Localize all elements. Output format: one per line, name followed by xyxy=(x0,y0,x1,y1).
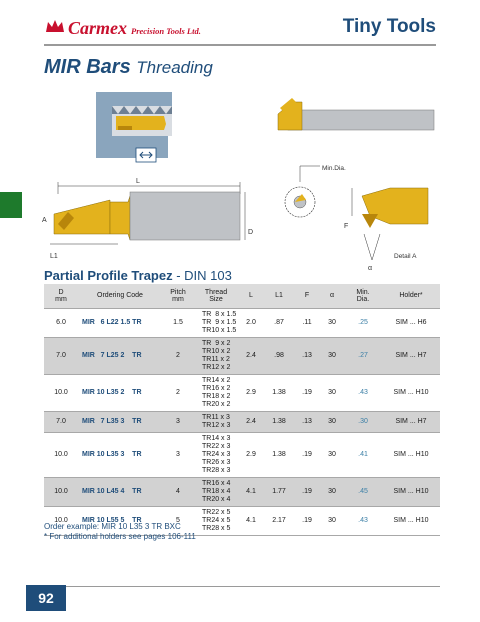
dim-label-alpha: α xyxy=(368,265,373,272)
cell-pitch: 3 xyxy=(162,432,194,477)
cell-thread-size: TR 8 x 1.5 TR 9 x 1.5 TR10 x 1.5 xyxy=(194,308,238,337)
cell-l1: 1.38 xyxy=(264,411,294,432)
dim-label-l1: L1 xyxy=(50,253,58,260)
section-tab-marker xyxy=(0,192,22,218)
col-header-code: Ordering Code xyxy=(78,284,162,308)
table-header-row xyxy=(44,284,440,308)
cell-alpha: 30 xyxy=(320,477,344,506)
workpiece-illustration xyxy=(96,92,172,162)
cell-alpha: 30 xyxy=(320,308,344,337)
cell-ordering-code: MIR 10 L35 2 TR xyxy=(78,374,162,411)
cell-holder: SIM ... H10 xyxy=(382,506,440,535)
cell-min-dia: .43 xyxy=(344,506,382,535)
cell-thread-size: TR14 x 3 TR22 x 3 TR24 x 3 TR26 x 3 TR28 x 3 xyxy=(194,432,238,477)
cell-thread-size: TR14 x 2 TR16 x 2 TR18 x 2 TR20 x 2 xyxy=(194,374,238,411)
cell-thread-size: TR11 x 3 TR12 x 3 xyxy=(194,411,238,432)
cell-alpha: 30 xyxy=(320,337,344,374)
cell-l: 2.0 xyxy=(238,308,264,337)
col-header-thread: Thread Size xyxy=(194,284,238,308)
cell-l1: 1.77 xyxy=(264,477,294,506)
cell-l: 2.4 xyxy=(238,337,264,374)
cell-alpha: 30 xyxy=(320,411,344,432)
holders-note: * For additional holders see pages 106-111 xyxy=(44,532,196,541)
cell-l: 2.9 xyxy=(238,374,264,411)
dim-label-l: L xyxy=(136,178,140,185)
footer-divider xyxy=(66,586,440,587)
cell-f: .11 xyxy=(294,308,320,337)
page-number: 92 xyxy=(26,585,66,611)
cell-d: 10.0 xyxy=(44,432,78,477)
cell-l: 4.1 xyxy=(238,477,264,506)
cell-ordering-code: MIR 7 L25 2 TR xyxy=(78,337,162,374)
dim-label-min-dia: Min.Dia. xyxy=(322,165,346,172)
order-example: Order example: MIR 10 L35 3 TR BXC xyxy=(44,522,181,531)
cell-d: 7.0 xyxy=(44,337,78,374)
brand-subtitle: Precision Tools Ltd. xyxy=(131,26,201,36)
cell-f: .19 xyxy=(294,374,320,411)
cell-min-dia: .25 xyxy=(344,308,382,337)
cell-ordering-code: MIR 10 L35 3 TR xyxy=(78,432,162,477)
section-title-suffix: - DIN 103 xyxy=(172,268,232,283)
section-title-main: Partial Profile Trapez xyxy=(44,268,173,283)
page-title-sub: Threading xyxy=(136,58,213,77)
cell-f: .19 xyxy=(294,432,320,477)
cell-pitch: 5 xyxy=(162,506,194,535)
cell-ordering-code: MIR 6 L22 1.5 TR xyxy=(78,308,162,337)
cell-alpha: 30 xyxy=(320,506,344,535)
cell-pitch: 3 xyxy=(162,411,194,432)
cell-min-dia: .30 xyxy=(344,411,382,432)
cell-pitch: 2 xyxy=(162,337,194,374)
cell-l1: 2.17 xyxy=(264,506,294,535)
cell-pitch: 2 xyxy=(162,374,194,411)
page-title-main: MIR Bars xyxy=(44,56,131,78)
table-row xyxy=(44,308,440,337)
detail-a-view xyxy=(344,188,428,272)
table-row xyxy=(44,374,440,411)
cell-f: .19 xyxy=(294,506,320,535)
cell-l1: .98 xyxy=(264,337,294,374)
front-view xyxy=(285,165,346,217)
col-header-f: F xyxy=(294,284,320,308)
cell-ordering-code: MIR 10 L55 5 TR xyxy=(78,506,162,535)
cell-alpha: 30 xyxy=(320,374,344,411)
header-title: Tiny Tools xyxy=(342,16,436,37)
cell-d: 7.0 xyxy=(44,411,78,432)
cell-holder: SIM ... H10 xyxy=(382,432,440,477)
cell-ordering-code: MIR 7 L35 3 TR xyxy=(78,411,162,432)
page-header xyxy=(0,0,480,44)
cell-pitch: 4 xyxy=(162,477,194,506)
cell-d: 10.0 xyxy=(44,477,78,506)
col-header-pitch: Pitch mm xyxy=(162,284,194,308)
detail-a-label: Detail A xyxy=(394,253,417,260)
footnote xyxy=(44,522,196,542)
cell-d: 6.0 xyxy=(44,308,78,337)
dim-label-d: D xyxy=(248,229,254,236)
cell-f: .19 xyxy=(294,477,320,506)
cell-holder: SIM ... H10 xyxy=(382,374,440,411)
section-title xyxy=(44,268,232,283)
table-row xyxy=(44,337,440,374)
header-divider xyxy=(44,44,436,46)
cell-thread-size: TR16 x 4 TR18 x 4 TR20 x 4 xyxy=(194,477,238,506)
cell-f: .13 xyxy=(294,337,320,374)
col-header-l: L xyxy=(238,284,264,308)
cell-l: 4.1 xyxy=(238,506,264,535)
cell-d: 10.0 xyxy=(44,506,78,535)
cell-holder: SIM ... H7 xyxy=(382,337,440,374)
cell-thread-size: TR22 x 5 TR24 x 5 TR28 x 5 xyxy=(194,506,238,535)
cell-min-dia: .41 xyxy=(344,432,382,477)
detail-callout-a: A xyxy=(42,217,47,224)
cell-f: .13 xyxy=(294,411,320,432)
cell-ordering-code: MIR 10 L45 4 TR xyxy=(78,477,162,506)
cell-l: 2.9 xyxy=(238,432,264,477)
cell-l: 2.4 xyxy=(238,411,264,432)
crown-icon xyxy=(44,18,66,34)
boring-bar-side-view xyxy=(278,98,434,130)
table-row xyxy=(44,411,440,432)
table-row xyxy=(44,477,440,506)
cell-d: 10.0 xyxy=(44,374,78,411)
carmex-logo xyxy=(44,18,201,39)
cell-l1: .87 xyxy=(264,308,294,337)
table-row xyxy=(44,432,440,477)
cell-holder: SIM ... H6 xyxy=(382,308,440,337)
cell-min-dia: .43 xyxy=(344,374,382,411)
cell-min-dia: .45 xyxy=(344,477,382,506)
boring-bar-top-view xyxy=(42,178,253,260)
tool-drawings xyxy=(40,84,440,274)
col-header-holder: Holder* xyxy=(382,284,440,308)
cell-alpha: 30 xyxy=(320,432,344,477)
col-header-alpha: α xyxy=(320,284,344,308)
col-header-min-dia: Min. Dia. xyxy=(344,284,382,308)
col-header-d: D mm xyxy=(44,284,78,308)
page-title xyxy=(44,56,213,79)
brand-name: Carmex xyxy=(68,18,128,38)
cell-holder: SIM ... H7 xyxy=(382,411,440,432)
dim-label-f: F xyxy=(344,223,349,230)
cell-min-dia: .27 xyxy=(344,337,382,374)
cell-pitch: 1.5 xyxy=(162,308,194,337)
col-header-l1: L1 xyxy=(264,284,294,308)
cell-holder: SIM ... H10 xyxy=(382,477,440,506)
cell-thread-size: TR 9 x 2 TR10 x 2 TR11 x 2 TR12 x 2 xyxy=(194,337,238,374)
product-table xyxy=(44,284,440,536)
cell-l1: 1.38 xyxy=(264,432,294,477)
cell-l1: 1.38 xyxy=(264,374,294,411)
